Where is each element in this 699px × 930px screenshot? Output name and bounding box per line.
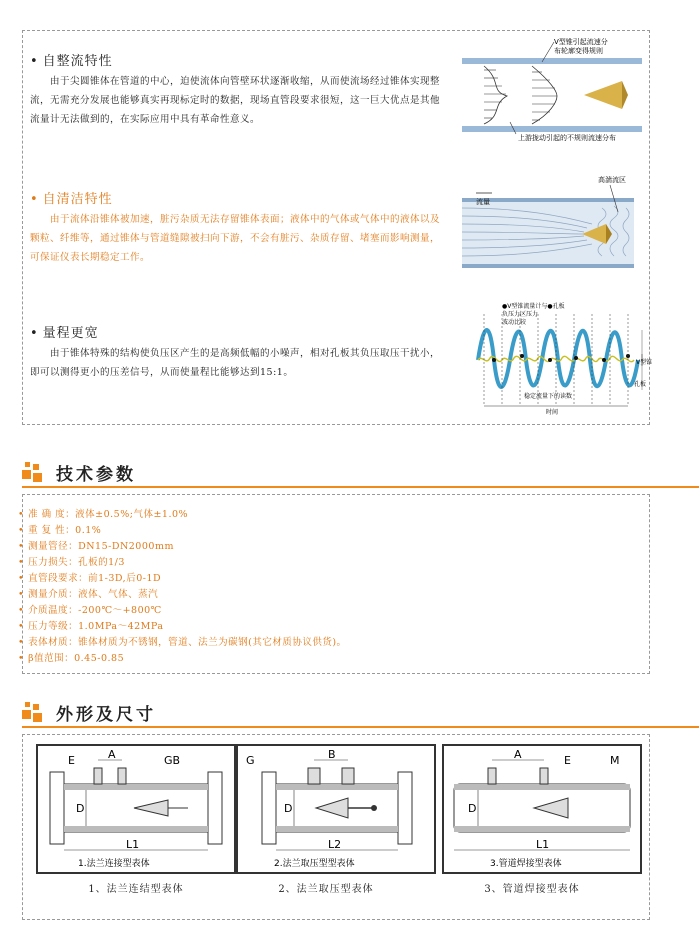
- drawing-flange-connected: [36, 744, 236, 874]
- feature-body-1: 由于尖圆锥体在管道的中心，迫使流体向管壁环状逐渐收缩，从而使流场经过锥体实现整流，无需充分发展也能够真实再现标定时的数据，现场直管段要求很短，这一巨大优点是其他流量计无法做到的，在实际应用中具有革命性意义。: [30, 76, 441, 125]
- param-item: • 直管段要求：前1-3D,后0-1D: [18, 573, 162, 584]
- feature-body-2: 由于流体沿锥体被加速，脏污杂质无法存留锥体表面；液体中的气体或气体中的液体以及颗粒、纤维等，通过锥体与管道缝隙被扫向下游，不会有脏污、杂质存留、堵塞而影响测量，可保证仪表长期稳定工作。: [30, 214, 441, 263]
- section-logo-icon: [22, 702, 44, 724]
- fig3-label-time: 时间: [546, 409, 559, 416]
- param-item: • 表体材质：锥体材质为不锈钢，管道、法兰为碳钢(其它材质协议供货)。: [18, 637, 347, 648]
- param-item: • 准 确 度：液体±0.5%;气体±1.0%: [18, 509, 189, 520]
- param-item: • β值范围：0.45-0.85: [18, 653, 125, 664]
- fig1-label-top-1: V型锥引起流速分: [554, 38, 608, 46]
- fig3-label-neg-pressure: 负压力区压力: [502, 311, 539, 318]
- drawing-1-svg: [38, 746, 234, 872]
- drawing2-label-d: D: [284, 802, 293, 815]
- fig3-label-fluctuation: 波动比较: [502, 319, 527, 326]
- drawing2-label-b: B: [328, 748, 336, 761]
- feature-title-1: • 自整流特性: [30, 54, 113, 69]
- drawing-1-caption: 1、法兰连结型表体: [88, 884, 184, 895]
- param-item: • 压力损失：孔板的1/3: [18, 557, 125, 568]
- param-item: • 重 复 性：0.1%: [18, 525, 102, 536]
- fig1-label-bottom: 上游拢动引起的不规则流速分布: [518, 134, 616, 142]
- fig3-label-legend: ●V型锥流量计与●孔板: [502, 303, 565, 310]
- drawing1-label-d: D: [76, 802, 85, 815]
- drawing3-label-l1: L1: [536, 838, 550, 851]
- pressure-wave-figure: [464, 300, 654, 418]
- param-item: • 压力等级：1.0MPa～42MPa: [18, 621, 164, 632]
- section-divider: [22, 726, 699, 728]
- drawing1-label-e: E: [68, 754, 75, 767]
- section-divider: [22, 486, 699, 488]
- tech-params-title: 技术参数: [56, 465, 136, 485]
- dimensions-title: 外形及尺寸: [56, 705, 156, 725]
- feature-title-2: • 自清洁特性: [30, 192, 113, 207]
- fig1-label-top-2: 布轮廓变得规则: [554, 47, 603, 55]
- drawing3-label-d: D: [468, 802, 477, 815]
- section-logo-icon: [22, 462, 44, 484]
- drawing2-label-g: G: [246, 754, 255, 767]
- drawing1-label-gb: GB: [164, 754, 181, 767]
- drawing2-label-l2: L2: [328, 838, 342, 851]
- param-item: • 测量管径：DN15-DN2000mm: [18, 541, 174, 552]
- drawing3-label-m: M: [610, 754, 620, 767]
- drawing2-inner-caption: 2.法兰取压型型表体: [274, 859, 355, 869]
- drawing-3-svg: [444, 746, 640, 872]
- fig3-label-orifice: 孔板: [634, 381, 647, 388]
- fig3-label-vcone: V型锥: [636, 359, 653, 366]
- drawing-2-svg: [238, 746, 434, 872]
- self-cleaning-figure: [462, 168, 642, 276]
- fig2-label-flow: 流量: [476, 198, 490, 206]
- drawing-flange-tapping: [236, 744, 436, 874]
- drawing3-label-e: E: [564, 754, 571, 767]
- drawing-2-caption: 2、法兰取压型表体: [278, 884, 374, 895]
- fig2-label-turbulence: 高湍流区: [598, 176, 626, 184]
- drawing3-inner-caption: 3.管道焊接型表体: [490, 859, 562, 869]
- drawing1-label-l1: L1: [126, 838, 140, 851]
- drawing-pipe-welded: [442, 744, 642, 874]
- param-item: • 测量介质：液体、气体、蒸汽: [18, 589, 159, 600]
- dimensions-header: [22, 700, 699, 728]
- drawing1-label-a: A: [108, 748, 116, 761]
- drawing3-label-a: A: [514, 748, 522, 761]
- flow-profile-figure: [462, 36, 642, 146]
- drawing-3-caption: 3、管道焊接型表体: [484, 884, 580, 895]
- fig3-label-steady: 稳定流量下的读数: [524, 393, 573, 400]
- feature-body-3: 由于锥体特殊的结构使负压区产生的是高频低幅的小噪声，相对孔板其负压取压干扰小，即可以测得更小的压差信号，从而使量程比能够达到15:1。: [30, 348, 441, 378]
- tech-params-header: [22, 460, 699, 488]
- drawing1-inner-caption: 1.法兰连接型表体: [78, 859, 150, 869]
- param-item: • 介质温度：-200℃～+800℃: [18, 605, 162, 616]
- feature-title-3: • 量程更宽: [30, 326, 99, 341]
